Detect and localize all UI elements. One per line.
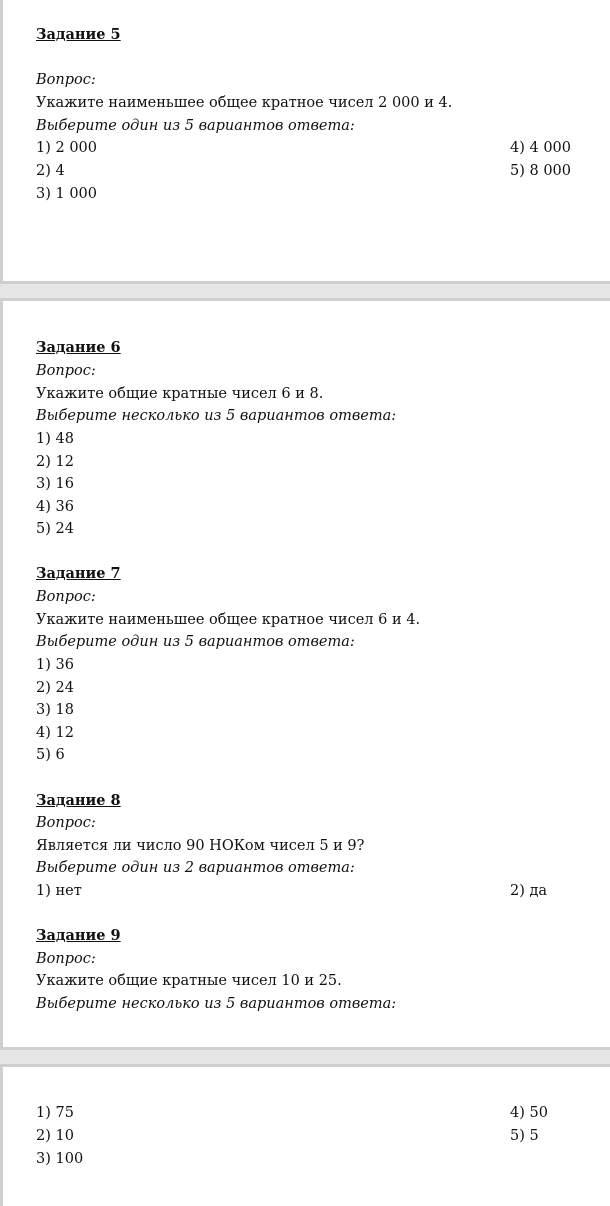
task-title: Задание 7	[36, 565, 121, 582]
answer-option: 4) 36	[36, 499, 74, 515]
answer-option: 4) 4 000	[510, 140, 572, 156]
task-title: Задание 5	[36, 26, 121, 43]
question-text: Укажите общие кратные чисел 10 и 25.	[36, 973, 342, 989]
answer-instruction: Выберите несколько из 5 вариантов ответа:	[36, 408, 397, 424]
question-label: Вопрос:	[36, 951, 96, 967]
question-label: Вопрос:	[36, 589, 96, 605]
answer-option: 3) 18	[36, 702, 74, 718]
question-text: Является ли число 90 НОКом чисел 5 и 9?	[36, 838, 365, 854]
page-3	[0, 1064, 610, 1206]
answer-option: 2) 4	[36, 163, 65, 179]
question-label: Вопрос:	[36, 363, 96, 379]
answer-option: 5) 5	[510, 1128, 539, 1144]
answer-option: 3) 100	[36, 1151, 84, 1167]
question-text: Укажите общие кратные чисел 6 и 8.	[36, 386, 324, 402]
answer-option: 3) 16	[36, 476, 74, 492]
answer-option: 4) 50	[510, 1105, 548, 1121]
question-text: Укажите наименьшее общее кратное чисел 2 000 и 4.	[36, 95, 453, 111]
answer-option: 5) 24	[36, 521, 74, 537]
answer-option: 3) 1 000	[36, 186, 98, 202]
question-label: Вопрос:	[36, 72, 96, 88]
answer-option: 1) 2 000	[36, 140, 98, 156]
answer-option: 1) 36	[36, 657, 74, 673]
answer-instruction: Выберите несколько из 5 вариантов ответа:	[36, 996, 397, 1012]
answer-option: 1) 75	[36, 1105, 74, 1121]
task-title: Задание 8	[36, 792, 121, 809]
answer-instruction: Выберите один из 5 вариантов ответа:	[36, 634, 355, 650]
answer-option: 2) да	[510, 883, 548, 899]
answer-instruction: Выберите один из 2 вариантов ответа:	[36, 860, 355, 876]
answer-option: 5) 8 000	[510, 163, 572, 179]
question-label: Вопрос:	[36, 815, 96, 831]
answer-option: 5) 6	[36, 747, 65, 763]
page-1	[0, 0, 610, 284]
answer-option: 2) 12	[36, 454, 74, 470]
answer-instruction: Выберите один из 5 вариантов ответа:	[36, 118, 355, 134]
task-title: Задание 9	[36, 927, 121, 944]
task-title: Задание 6	[36, 339, 121, 356]
answer-option: 2) 24	[36, 680, 74, 696]
answer-option: 2) 10	[36, 1128, 74, 1144]
page-2	[0, 298, 610, 1050]
question-text: Укажите наименьшее общее кратное чисел 6 и 4.	[36, 612, 421, 628]
answer-option: 1) 48	[36, 431, 74, 447]
answer-option: 4) 12	[36, 725, 74, 741]
answer-option: 1) нет	[36, 883, 82, 899]
